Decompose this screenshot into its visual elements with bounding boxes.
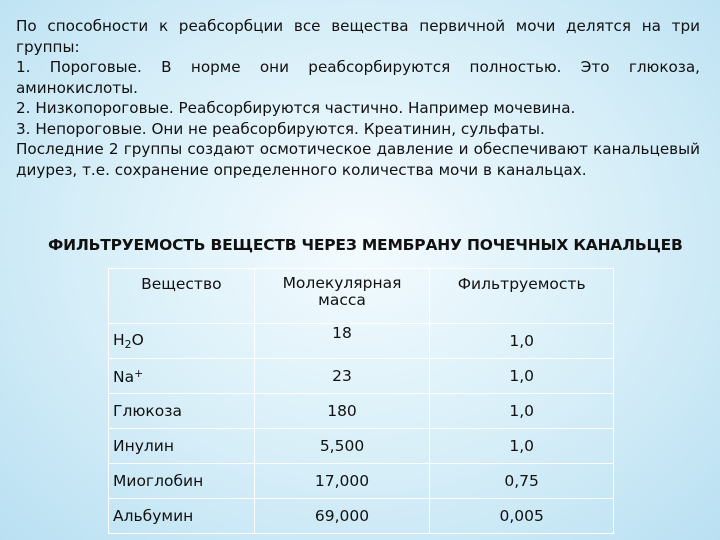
mass-cell: 17,000 bbox=[254, 464, 430, 499]
intro-paragraph: 3. Непороговые. Они не реабсорбируются. Креатинин, сульфаты. bbox=[16, 119, 545, 138]
intro-paragraph: Последние 2 группы создают осмотическое давление и обеспечивают канальцевый диурез, т.е. сохранение определенного количества мочи в канальцах. bbox=[16, 140, 700, 179]
table-header-row bbox=[109, 269, 614, 324]
subscript: 2 bbox=[124, 338, 132, 351]
table-title: ФИЛЬТРУЕМОСТЬ ВЕЩЕСТВ ЧЕРЕЗ МЕМБРАНУ ПОЧЕЧНЫХ КАНАЛЬЦЕВ bbox=[48, 236, 683, 254]
filtration-cell: 0,005 bbox=[430, 499, 614, 534]
table-row bbox=[109, 359, 614, 394]
substance-text: Na bbox=[113, 367, 135, 386]
intro-paragraph: 2. Низкопороговые. Реабсорбируются частично. Например мочевина. bbox=[16, 99, 576, 117]
substance-cell: Глюкоза bbox=[109, 394, 255, 429]
mass-cell: 180 bbox=[254, 394, 430, 429]
substance-cell: Инулин bbox=[109, 429, 255, 464]
mass-cell: 18 bbox=[254, 324, 430, 359]
substance-cell: Альбумин bbox=[109, 499, 255, 534]
filtration-cell: 1,0 bbox=[430, 359, 614, 394]
table-row bbox=[109, 394, 614, 429]
intro-text bbox=[16, 16, 700, 180]
table-row bbox=[109, 429, 614, 464]
substance-cell: Миоглобин bbox=[109, 464, 255, 499]
substance-text: O bbox=[131, 331, 144, 349]
substance-cell bbox=[109, 359, 255, 394]
header-filtration: Фильтруемость bbox=[430, 269, 614, 324]
intro-paragraph: По способности к реабсорбции все вещества первичной мочи делятся на три группы: bbox=[16, 17, 700, 56]
superscript: + bbox=[134, 366, 144, 380]
substance-cell bbox=[109, 324, 255, 359]
filtration-cell: 1,0 bbox=[430, 394, 614, 429]
filtration-cell: 1,0 bbox=[430, 429, 614, 464]
header-molecular-mass: Молекулярная масса bbox=[254, 269, 430, 324]
mass-cell: 23 bbox=[254, 359, 430, 394]
filtration-table bbox=[108, 268, 614, 534]
header-substance: Вещество bbox=[109, 269, 255, 324]
mass-cell: 69,000 bbox=[254, 499, 430, 534]
table-row bbox=[109, 464, 614, 499]
intro-paragraph: 1. Пороговые. В норме они реабсорбируются полностью. Это глюкоза, аминокислоты. bbox=[16, 58, 700, 97]
substance-text: H bbox=[113, 331, 125, 349]
table-row bbox=[109, 324, 614, 359]
table-row bbox=[109, 499, 614, 534]
filtration-cell: 0,75 bbox=[430, 464, 614, 499]
mass-cell: 5,500 bbox=[254, 429, 430, 464]
filtration-cell: 1,0 bbox=[430, 324, 614, 359]
